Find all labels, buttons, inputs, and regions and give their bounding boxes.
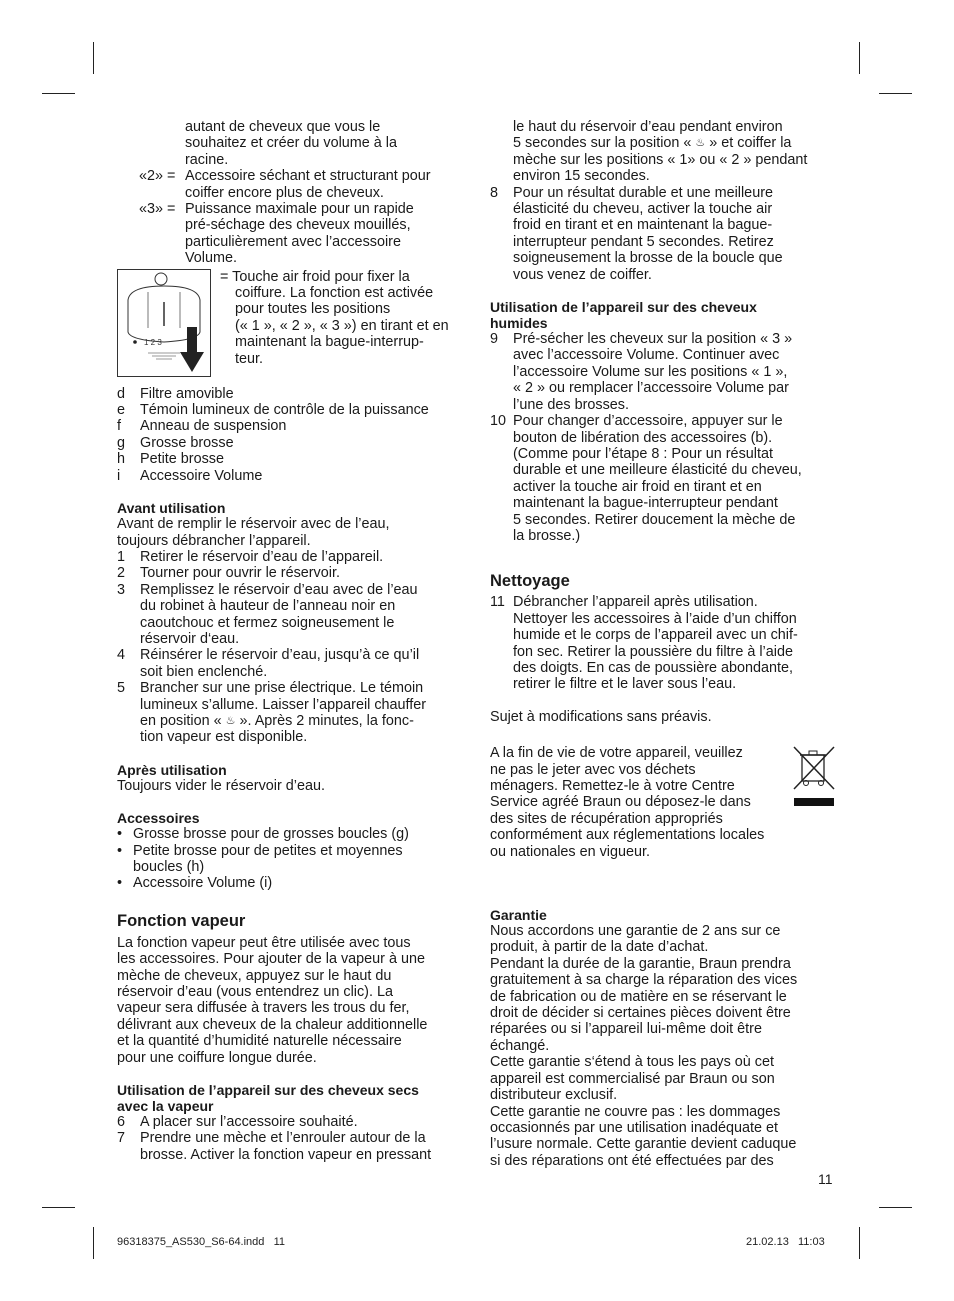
text-line: des sites de récupération appropriés — [490, 810, 723, 827]
bin-drawing — [792, 745, 836, 809]
text-line: avec l’accessoire Volume. Continuer avec — [513, 347, 780, 364]
text-line: brosse. Activer la fonction vapeur en pressant — [140, 1146, 432, 1163]
text-line: Tourner pour ouvrir le réservoir. — [140, 565, 340, 582]
text-line: réservoir d’eau (vous entendrez un clic). La — [117, 984, 393, 1001]
right-column — [490, 119, 840, 1169]
cold-air-text — [220, 269, 467, 367]
text-line: Cette garantie s‘étend à tous les pays où cet — [490, 1054, 774, 1071]
text-line: Remplissez le réservoir d’eau avec de l’eau — [140, 581, 418, 598]
text-line: Pendant la durée de la garantie, Braun prendra — [490, 955, 791, 972]
text-line: fon sec. Retirer la poussière du filtre à l’aide — [513, 643, 793, 660]
text-line: Nous accordons une garantie de 2 ans sur ce — [490, 923, 781, 940]
section-heading-avant: Avant utilisation — [117, 500, 226, 517]
text-line: réparées ou si l’appareil lui-même doit être — [490, 1021, 762, 1038]
speed-scale-label: 1 2 3 — [144, 337, 162, 347]
step — [117, 680, 467, 746]
text-line: appareil est commercialisé par Braun ou son — [490, 1070, 775, 1087]
bullet-item — [117, 826, 467, 842]
text-line: retirer le filtre et le laver sous l’eau. — [513, 676, 737, 693]
item-text: Accessoire Volume — [140, 467, 263, 484]
bullet-item — [117, 843, 467, 876]
speed-list — [117, 168, 467, 266]
step — [490, 185, 840, 283]
text-line: Prendre une mèche et l’enrouler autour de la — [140, 1130, 426, 1147]
device-drawing — [118, 270, 210, 376]
step-number: 5 — [117, 680, 126, 697]
step — [490, 594, 840, 692]
step-number: 4 — [117, 647, 126, 664]
page-number: 11 — [818, 1171, 833, 1187]
text-line: Accessoire Volume (i) — [133, 875, 273, 892]
step — [117, 647, 467, 680]
bullet: • — [117, 842, 123, 859]
section-heading-humides: Utilisation de l’appareil sur des cheveux — [490, 299, 757, 316]
step — [117, 565, 467, 581]
text-line: occasionnés par une utilisation inadéquate et — [490, 1119, 779, 1136]
text-line: ménagers. Remettez-le à votre Centre — [490, 778, 735, 794]
text-line: vapeur sera diffusée à travers les trous du fer, — [117, 1000, 410, 1017]
bullet-item — [117, 875, 467, 891]
text-line: durable et une meilleure élasticité du cheveu, — [513, 462, 802, 479]
crop-mark — [859, 42, 860, 74]
text-line: Cette garantie ne couvre pas : les dommages — [490, 1103, 781, 1120]
text-line: de fabrication ou de matière en se réservant le — [490, 988, 787, 1005]
step — [490, 413, 840, 544]
step — [117, 1130, 467, 1163]
text-line: Brancher sur une prise électrique. Le témoin — [140, 680, 424, 697]
speed-item — [139, 201, 467, 267]
text-line: le haut du réservoir d’eau pendant environ — [513, 119, 783, 135]
cold-air-button-figure — [117, 269, 211, 377]
text-line: caoutchouc et fermez soigneusement le — [140, 614, 395, 631]
crop-mark — [93, 42, 94, 74]
text-line: Service agréé Braun ou déposez-le dans — [490, 794, 751, 811]
continued-text — [117, 119, 467, 168]
speed-item — [139, 168, 467, 201]
text-fragment: en position « — [140, 712, 222, 729]
recycling-block — [490, 745, 840, 860]
steam-icon: ♨ — [695, 137, 706, 150]
text-line: souhaitez et créer du volume à la — [185, 135, 397, 152]
step-number: 9 — [490, 331, 499, 348]
text-line: pour une coiffure longue durée. — [117, 1049, 317, 1066]
text-line: l’accessoire Volume sur les positions « 1 », — [513, 363, 788, 380]
section-heading-garantie: Garantie — [490, 907, 547, 924]
text-line: Volume. — [185, 250, 237, 267]
text-line: pour toutes les positions — [235, 301, 391, 318]
crop-mark — [879, 1207, 912, 1208]
text-line: l’usure normale. Cette garantie devient caduque — [490, 1136, 797, 1153]
crop-mark — [879, 93, 912, 94]
text-line: interrupteur pendant 5 secondes. Retirez — [513, 233, 774, 250]
text-line: environ 15 secondes. — [513, 168, 650, 185]
text-line: = Touche air froid pour fixer la — [220, 268, 410, 285]
list-item — [117, 451, 467, 467]
section-heading-nettoyage: Nettoyage — [490, 572, 570, 591]
text-line: A la fin de vie de votre appareil, veuillez — [490, 745, 743, 762]
bullet: • — [117, 875, 123, 892]
parts-list — [117, 386, 467, 484]
step-number: 10 — [490, 413, 507, 430]
text-line: délivrant aux cheveux de la chaleur additionnelle — [117, 1016, 428, 1033]
item-key: h — [117, 451, 126, 468]
text-line: distributeur exclusif. — [490, 1087, 618, 1104]
crop-mark — [42, 1207, 75, 1208]
text-line: Petite brosse pour de petites et moyennes — [133, 842, 403, 859]
text-line: pré-séchage des cheveux mouillés, — [185, 217, 411, 234]
text-line: Pour un résultat durable et une meilleure — [513, 184, 773, 201]
text-line — [513, 135, 840, 151]
item-key: f — [117, 418, 121, 435]
step — [490, 331, 840, 413]
step-number: 2 — [117, 565, 126, 582]
text-line: maintenant la bague-interrupteur pendant — [513, 495, 778, 512]
text-line: particulièrement avec l’accessoire — [185, 233, 401, 250]
section-heading-apres: Après utilisation — [117, 761, 227, 778]
text-line: (Comme pour l’étape 8 : Pour un résultat — [513, 445, 773, 462]
item-text: Anneau de suspension — [140, 418, 287, 435]
text-line: boucles (h) — [133, 859, 205, 875]
text-line: teur. — [235, 350, 264, 367]
item-text: Grosse brosse — [140, 434, 234, 451]
list-item — [117, 402, 467, 418]
text-line: coiffure. La fonction est activée — [235, 285, 434, 302]
text-line: échangé. — [490, 1037, 550, 1054]
text-line: conformément aux réglementations locales — [490, 827, 765, 844]
section-heading-accessoires: Accessoires — [117, 810, 200, 827]
text-line: la brosse.) — [513, 527, 581, 544]
text-line: 5 secondes. Retirer doucement la mèche de — [513, 511, 796, 528]
footer-file-label: 96318375_AS530_S6-64.indd 11 — [117, 1236, 285, 1248]
item-text: Témoin lumineux de contrôle de la puissance — [140, 402, 429, 419]
text-line: du robinet à hauteur de l’anneau noir en — [140, 598, 396, 615]
text-line: tion vapeur est disponible. — [140, 729, 308, 746]
step-number: 1 — [117, 548, 126, 565]
text-line: Toujours vider le réservoir d’eau. — [117, 777, 325, 794]
speed-key: «2» = — [139, 168, 176, 185]
item-key: i — [117, 467, 121, 484]
text-line: les accessoires. Pour ajouter de la vapeur à une — [117, 951, 425, 968]
text-line: soit bien enclenché. — [140, 663, 268, 680]
list-item — [117, 418, 467, 434]
text-line: mèche de cheveux, appuyez sur le haut du — [117, 967, 392, 984]
cold-air-row — [117, 269, 467, 377]
steam-icon: ♨ — [225, 714, 236, 727]
crop-mark — [859, 1227, 860, 1259]
section-heading-secs: avec la vapeur — [117, 1098, 214, 1115]
text-line: Nettoyer les accessoires à l’aide d’un chiffon — [513, 610, 797, 627]
text-line: Puissance maximale pour un rapide — [185, 201, 414, 218]
step-number: 6 — [117, 1114, 126, 1131]
text-line: autant de cheveux que vous le — [185, 119, 381, 135]
left-column — [117, 119, 467, 1163]
text-line: lumineux s’allume. Laisser l’appareil chauffer — [140, 696, 427, 713]
text-line: La fonction vapeur peut être utilisée avec tous — [117, 934, 411, 951]
text-line: des doigts. En cas de poussière abondante, — [513, 659, 794, 676]
text-line: gratuitement à sa charge la réparation des vices — [490, 972, 798, 989]
text-line: froid en tirant et en maintenant la bague- — [513, 217, 773, 234]
text-line: et la quantité d’humidité naturelle nécessaire — [117, 1033, 402, 1050]
item-text: Filtre amovible — [140, 385, 234, 402]
text-line: si des réparations ont été effectuées par des — [490, 1152, 774, 1169]
text-fragment: 5 secondes sur la position « — [513, 135, 692, 152]
step — [117, 582, 467, 648]
text-line: ou nationales en vigueur. — [490, 843, 651, 860]
section-heading-humides: humides — [490, 315, 548, 332]
crop-mark — [93, 1227, 94, 1259]
step-number: 8 — [490, 184, 499, 201]
step — [117, 1114, 467, 1130]
text-line: Accessoire séchant et structurant pour — [185, 168, 431, 185]
list-item — [117, 435, 467, 451]
item-key: e — [117, 402, 126, 419]
section-heading-secs: Utilisation de l’appareil sur des cheveux secs — [117, 1082, 419, 1099]
text-fragment: ». Après 2 minutes, la fonc- — [239, 712, 414, 729]
text-line: Retirer le réservoir d’eau de l’appareil. — [140, 548, 384, 565]
text-line: humide et le corps de l’appareil avec un chif- — [513, 627, 798, 644]
item-text: Petite brosse — [140, 451, 224, 468]
text-line: racine. — [185, 151, 229, 168]
text-line: l’une des brosses. — [513, 396, 629, 413]
text-line — [140, 713, 467, 729]
footer-date-label: 21.02.13 11:03 — [746, 1236, 825, 1248]
text-line: vous venez de coiffer. — [513, 266, 652, 283]
text-line: « 2 » ou remplacer l’accessoire Volume par — [513, 380, 789, 397]
item-key: g — [117, 434, 126, 451]
list-item — [117, 386, 467, 402]
text-line: produit, à partir de la date d’achat. — [490, 939, 709, 956]
crossed-out-wheelie-bin-icon — [792, 745, 840, 813]
text-line: droit de décider si certaines pièces doivent être — [490, 1005, 791, 1022]
list-item — [117, 468, 467, 484]
item-key: d — [117, 385, 126, 402]
text-line: mèche sur les positions « 1» ou « 2 » pendant — [513, 151, 808, 168]
text-line: activer la touche air froid en tirant et en — [513, 478, 762, 495]
bullet: • — [117, 826, 123, 843]
step-number: 11 — [490, 594, 505, 611]
text-line: coiffer encore plus de cheveux. — [185, 184, 384, 201]
text-line: (« 1 », « 2 », « 3 ») en tirant et en — [235, 317, 449, 334]
text-line: Débrancher l’appareil après utilisation. — [513, 594, 758, 611]
text-line: soigneusement la brosse de la boucle que — [513, 250, 783, 267]
step-number: 3 — [117, 581, 126, 598]
step-number: 7 — [117, 1130, 126, 1147]
text-fragment: » et coiffer la — [709, 135, 792, 152]
text-line: toujours débrancher l’appareil. — [117, 532, 311, 549]
text-line: Avant de remplir le réservoir avec de l’eau, — [117, 516, 390, 533]
text-line: Grosse brosse pour de grosses boucles (g) — [133, 826, 409, 843]
text-line: Pré-sécher les cheveux sur la position « 3 » — [513, 331, 793, 348]
speed-key: «3» = — [139, 201, 176, 218]
continued-text — [490, 119, 840, 185]
step — [117, 549, 467, 565]
notice-text: Sujet à modifications sans préavis. — [490, 708, 712, 725]
section-heading-vapeur: Fonction vapeur — [117, 911, 246, 930]
text-line: Réinsérer le réservoir d’eau, jusqu’à ce qu’il — [140, 647, 420, 664]
text-line: bouton de libération des accessoires (b). — [513, 429, 773, 446]
text-line: élasticité du cheveu, activer la touche air — [513, 201, 773, 218]
text-line: ne pas le jeter avec vos déchets — [490, 761, 696, 778]
text-line: Pour changer d’accessoire, appuyer sur le — [513, 413, 783, 430]
recycling-text — [490, 745, 790, 860]
text-line: réservoir d‘eau. — [140, 630, 240, 647]
crop-mark — [42, 93, 75, 94]
text-line: maintenant la bague-interrup- — [235, 334, 424, 351]
text-line: A placer sur l’accessoire souhaité. — [140, 1114, 358, 1131]
